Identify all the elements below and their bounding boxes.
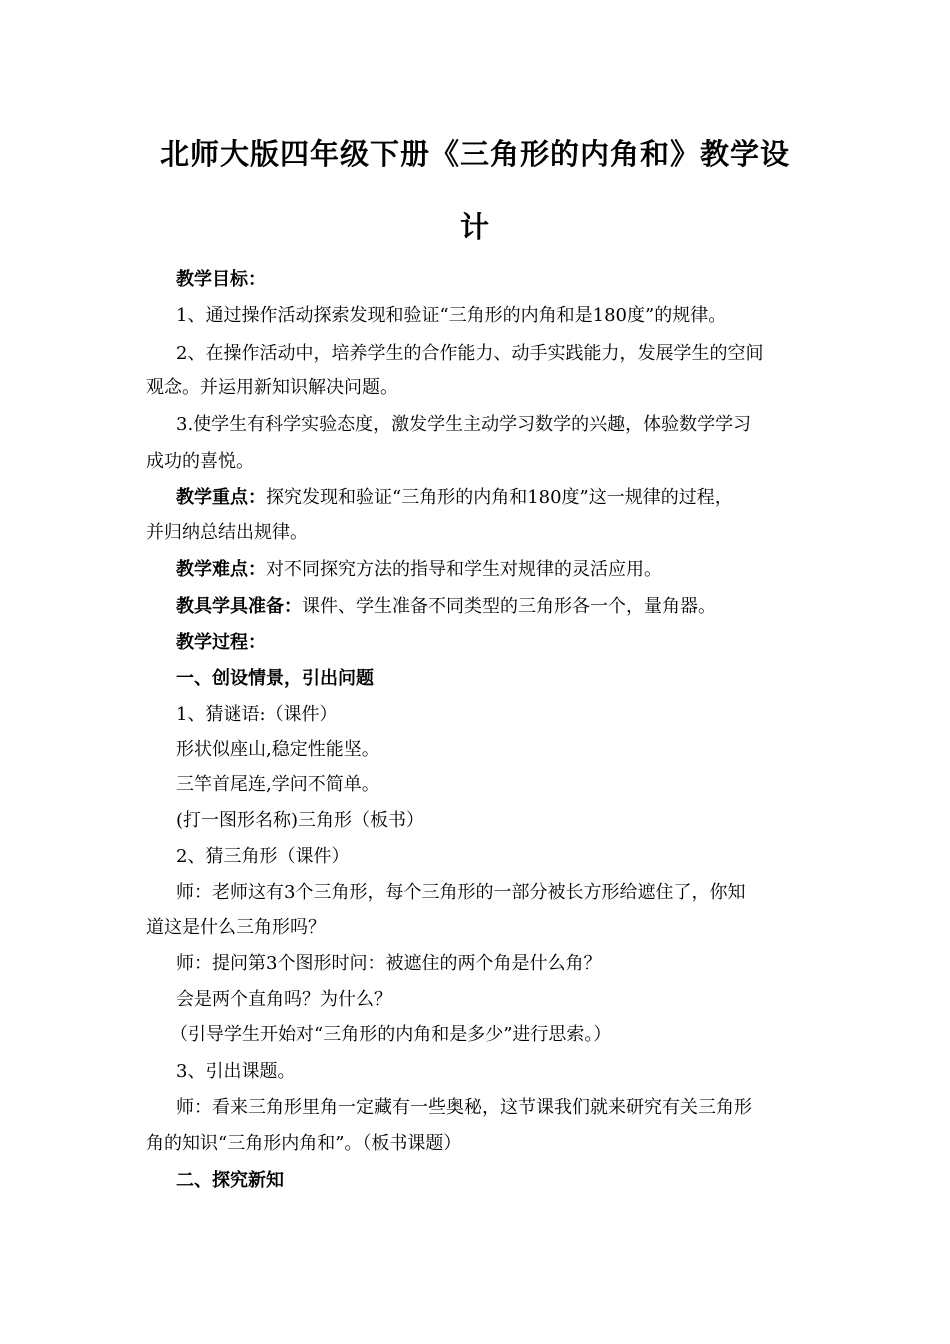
process-heading: 教学过程： [176, 632, 266, 653]
teacher-question3-line2: 角的知识“三角形内角和”。（板书课题） [146, 1133, 462, 1154]
section2-heading: 二、探究新知 [176, 1170, 284, 1191]
riddle-line1: 形状似座山,稳定性能坚。 [176, 739, 380, 760]
key-point-text: 探究发现和验证“三角形的内角和180度”这一规律的过程， [266, 487, 733, 508]
riddle-line2: 三竿首尾连,学问不简单。 [176, 774, 380, 795]
materials-label: 教具学具准备： [176, 596, 302, 617]
teacher-question1-line1: 师：老师这有3个三角形，每个三角形的一部分被长方形给遮住了，你知 [176, 882, 746, 903]
objective-2-line1: 2、在操作活动中，培养学生的合作能力、动手实践能力，发展学生的空间 [176, 343, 764, 364]
objective-1: 1、通过操作活动探索发现和验证“三角形的内角和是180度”的规律。 [176, 305, 727, 326]
key-point-label: 教学重点： [176, 487, 266, 508]
difficulty-paragraph [176, 557, 662, 583]
key-point-paragraph [176, 485, 733, 511]
riddle-answer: (打一图形名称)三角形（板书） [176, 810, 425, 831]
key-point-line2: 并归纳总结出规律。 [146, 522, 308, 543]
document-title-line1: 北师大版四年级下册《三角形的内角和》教学设 [159, 137, 790, 171]
section1-item1: 1、猜谜语:（课件） [176, 704, 338, 725]
difficulty-label: 教学难点： [176, 559, 266, 580]
objectives-heading: 教学目标： [176, 269, 266, 290]
guide-note: （引导学生开始对“三角形的内角和是多少”进行思索。） [170, 1024, 612, 1045]
section1-item2: 2、猜三角形（课件） [176, 846, 350, 867]
teacher-question1-line2: 道这是什么三角形吗？ [146, 917, 326, 938]
right-angles-question: 会是两个直角吗？为什么？ [176, 989, 392, 1010]
materials-paragraph [176, 594, 716, 620]
difficulty-text: 对不同探究方法的指导和学生对规律的灵活应用。 [266, 559, 662, 580]
objective-3-line1: 3.使学生有科学实验态度，激发学生主动学习数学的兴趣，体验数学学习 [176, 414, 752, 435]
objective-3-line2: 成功的喜悦。 [146, 451, 254, 472]
section1-item3: 3、引出课题。 [176, 1061, 296, 1082]
materials-text: 课件、学生准备不同类型的三角形各一个，量角器。 [302, 596, 716, 617]
teacher-question2: 师：提问第3个图形时问：被遮住的两个角是什么角？ [176, 953, 602, 974]
document-title-line2: 计 [459, 210, 490, 244]
section1-heading: 一、创设情景，引出问题 [176, 668, 374, 689]
teacher-question3-line1: 师：看来三角形里角一定藏有一些奥秘，这节课我们就来研究有关三角形 [176, 1097, 752, 1118]
objective-2-line2: 观念。并运用新知识解决问题。 [146, 377, 398, 398]
